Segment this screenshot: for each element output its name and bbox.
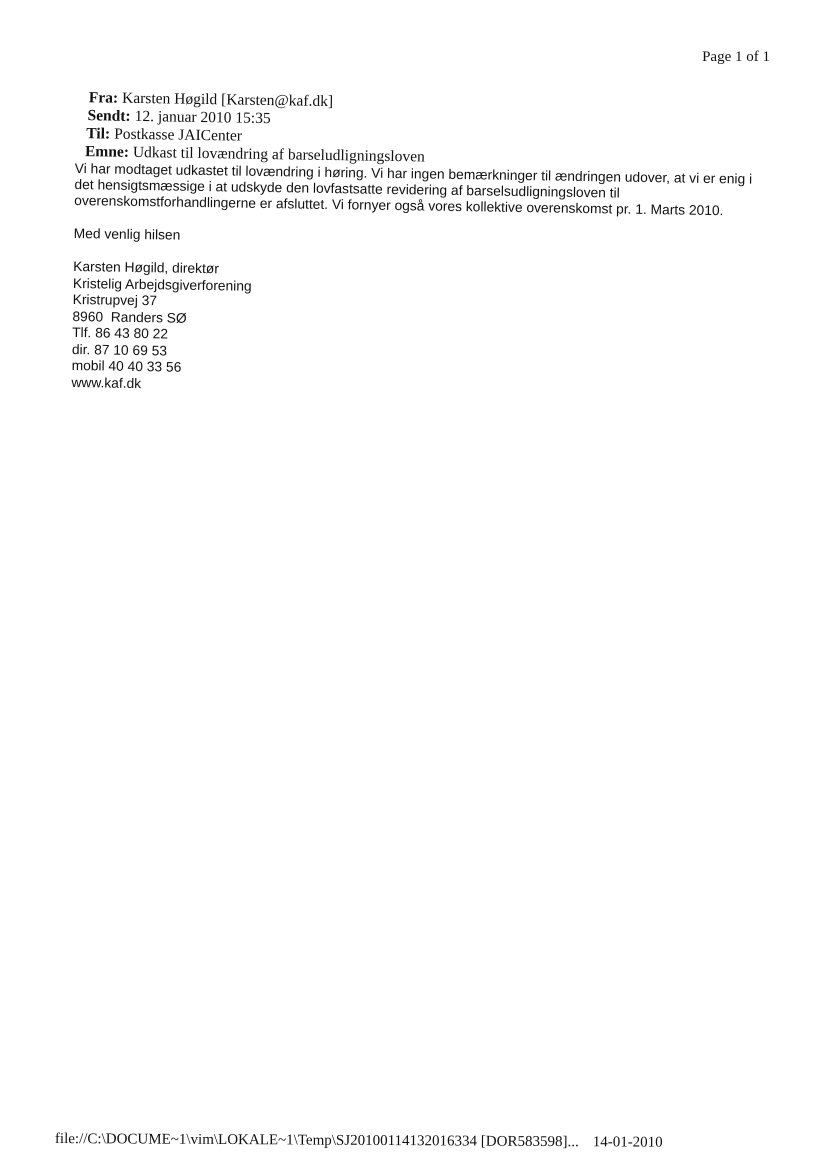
subject-label: Emne: [84,143,130,161]
signature-name: Karsten Høgild, direktør [73,258,219,277]
signature-direct-phone: dir. 87 10 69 53 [71,341,168,358]
signature-phone: Tlf. 86 43 80 22 [72,324,169,342]
body-paragraph: Vi har modtaget udkastet til lovændring i høring. Vi har ingen bemærkninger til ændringen udover, at vi er enig i det hensigtsmæssige i at udskyde den lovfastsatte revidering af barselsudligningsloven til overenskomstforhandlingerne er afsluttet. Vi fornyer også vores kollektive overenskomst pr. 1. Marts 2010. [74,160,753,219]
from-label: Fra: [88,89,119,107]
signature-city: 8960 Randers SØ [72,308,187,326]
footer [55,1131,745,1152]
page-number: Page 1 of 1 [702,49,770,65]
to-label: Til: [86,125,111,143]
signature-mobile: mobil 40 40 33 56 [71,357,182,375]
subject-value: Udkast til lovændring af barseludligningsloven [132,143,425,166]
footer-file-path: file://C:\DOCUME~1\vim\LOKALE~1\Temp\SJ20100114132016334 [DOR583598]... [54,1131,579,1151]
signature-website: www.kaf.dk [71,374,142,391]
sent-value: 12. januar 2010 15:35 [134,107,271,128]
greeting: Med venlig hilsen [73,225,181,243]
email-message [71,89,776,402]
signature-street: Kristrupvej 37 [72,291,158,309]
to-value: Postkasse JAICenter [114,125,243,145]
signature-organization: Kristelig Arbejdsgiverforening [72,275,252,294]
footer-date: 14-01-2010 [592,1134,663,1151]
sent-label: Sendt: [87,107,131,125]
signature-block [71,259,773,402]
from-value: Karsten Høgild [Karsten@kaf.dk] [121,89,334,111]
